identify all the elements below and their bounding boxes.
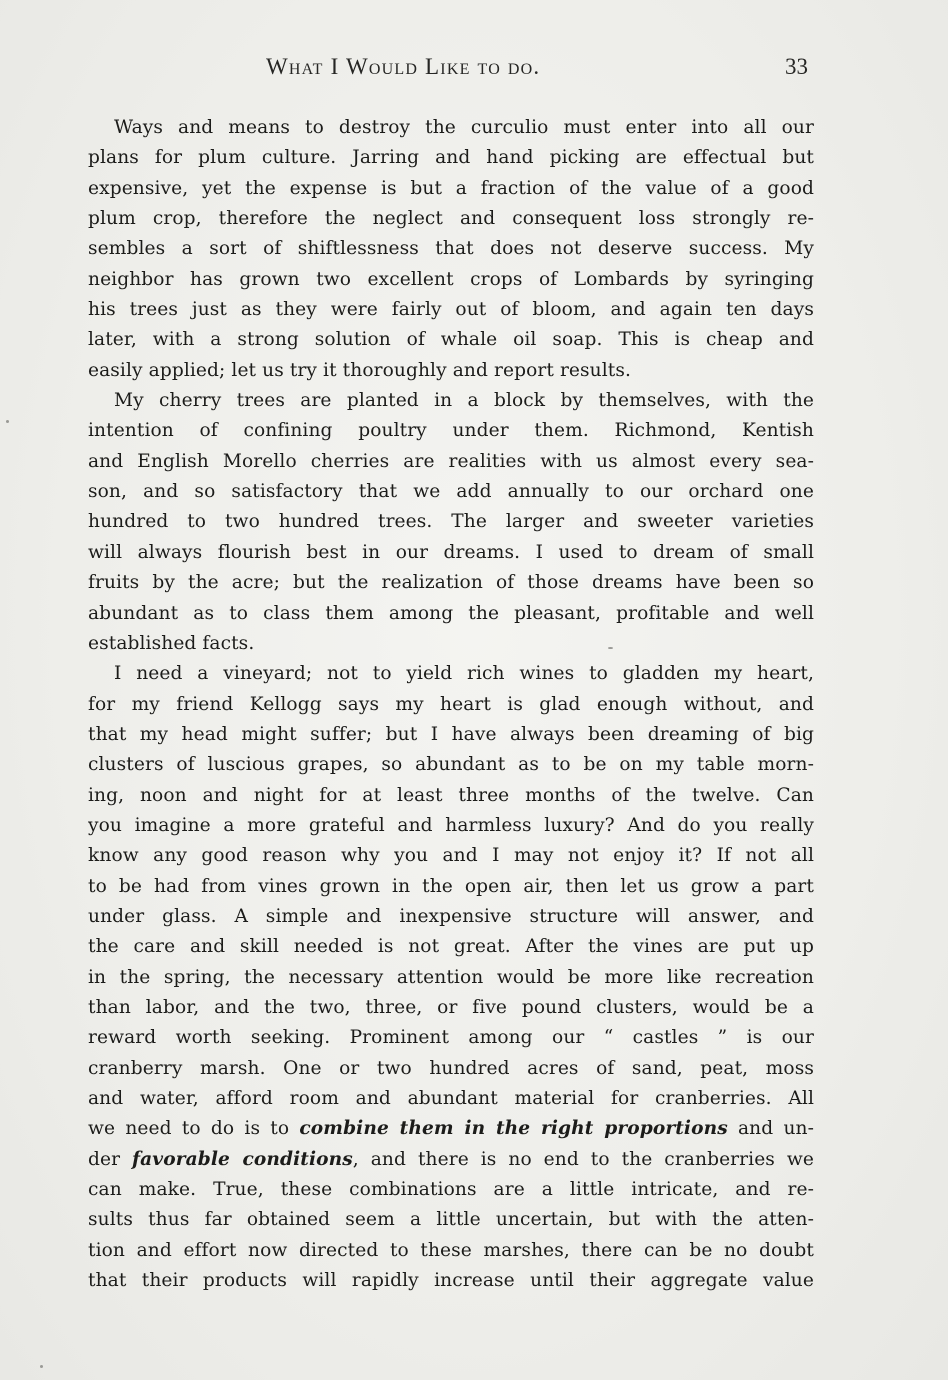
text-line: hundred to two hundred trees. The larger and sweeter varieties bbox=[88, 511, 814, 533]
text-line: cranberry marsh. One or two hundred acres of sand, peat, moss bbox=[88, 1057, 814, 1079]
text-line: later, with a strong solution of whale oil soap. This is cheap and bbox=[88, 329, 814, 351]
text-line: to be had from vines grown in the open air, then let us grow a part bbox=[88, 875, 814, 897]
text-line: intention of confining poultry under them. Richmond, Kentish bbox=[88, 420, 814, 442]
print-speck bbox=[40, 1365, 43, 1368]
text-line: in the spring, the necessary attention would be more like recreation bbox=[88, 966, 814, 988]
text-line: My cherry trees are planted in a block by themselves, with the bbox=[114, 390, 814, 412]
running-head bbox=[88, 54, 808, 88]
text-line: fruits by the acre; but the realization of those dreams have been so bbox=[88, 572, 814, 594]
text-line: easily applied; let us try it thoroughly and report results. bbox=[88, 359, 632, 381]
print-speck bbox=[608, 647, 613, 649]
chapter-title: What I Would Like to do. bbox=[266, 54, 541, 79]
text-line: I need a vineyard; not to yield rich wines to gladden my heart, bbox=[114, 663, 814, 685]
text-line: expensive, yet the expense is but a fraction of the value of a good bbox=[88, 177, 814, 199]
text-line: can make. True, these combinations are a little intricate, and re- bbox=[88, 1179, 814, 1201]
paragraph bbox=[88, 113, 814, 386]
text-line: will always flourish best in our dreams. I used to dream of small bbox=[88, 541, 814, 563]
text-run: and un- bbox=[727, 1118, 814, 1140]
text-line: son, and so satisfactory that we add annually to our orchard one bbox=[88, 481, 814, 503]
text-line: reward worth seeking. Prominent among our “ castles ” is our bbox=[88, 1027, 814, 1049]
text-line: Ways and means to destroy the curculio must enter into all our bbox=[114, 117, 814, 138]
italic-emphasis: favorable conditions bbox=[132, 1148, 353, 1170]
body-text bbox=[88, 113, 814, 1296]
paragraph bbox=[88, 659, 814, 1296]
text-run: we need to do is to bbox=[88, 1118, 300, 1140]
text-line: plans for plum culture. Jarring and hand picking are effectual but bbox=[88, 147, 814, 169]
text-line bbox=[88, 1114, 814, 1144]
text-line: for my friend Kellogg says my heart is glad enough without, and bbox=[88, 693, 814, 715]
text-line: his trees just as they were fairly out of bloom, and again ten days bbox=[88, 299, 814, 321]
page-number: 33 bbox=[785, 54, 808, 79]
paragraph bbox=[88, 386, 814, 659]
text-run: der bbox=[88, 1148, 133, 1170]
text-line: established facts. bbox=[88, 632, 255, 654]
text-line: know any good reason why you and I may not enjoy it? If not all bbox=[88, 845, 814, 867]
text-line: that their products will rapidly increase until their aggregate value bbox=[88, 1270, 814, 1292]
text-line: under glass. A simple and inexpensive structure will answer, and bbox=[88, 905, 814, 927]
text-line: sults thus far obtained seem a little uncertain, but with the atten- bbox=[88, 1209, 814, 1231]
text-line: neighbor has grown two excellent crops of Lombards by syringing bbox=[88, 268, 814, 290]
italic-emphasis: combine them in the right proportions bbox=[299, 1118, 728, 1140]
text-line: sembles a sort of shiftlessness that does not deserve success. My bbox=[88, 238, 814, 260]
print-speck bbox=[6, 420, 9, 423]
text-line bbox=[88, 1145, 814, 1175]
text-line: clusters of luscious grapes, so abundant as to be on my table morn- bbox=[88, 754, 814, 776]
text-run: , and there is no end to the cranberries we bbox=[352, 1148, 814, 1170]
text-line: ing, noon and night for at least three months of the twelve. Can bbox=[88, 784, 814, 806]
text-line: plum crop, therefore the neglect and consequent loss strongly re- bbox=[88, 208, 814, 230]
text-line: you imagine a more grateful and harmless luxury? And do you really bbox=[88, 814, 814, 836]
text-line: tion and effort now directed to these marshes, there can be no doubt bbox=[88, 1239, 814, 1261]
text-line: than labor, and the two, three, or five pound clusters, would be a bbox=[88, 996, 814, 1018]
text-line: and water, afford room and abundant material for cranberries. All bbox=[88, 1088, 814, 1109]
text-line: the care and skill needed is not great. After the vines are put up bbox=[88, 936, 814, 958]
text-line: and English Morello cherries are realities with us almost every sea- bbox=[88, 450, 814, 472]
text-line: that my head might suffer; but I have always been dreaming of big bbox=[88, 723, 814, 745]
text-line: abundant as to class them among the pleasant, profitable and well bbox=[88, 602, 814, 624]
